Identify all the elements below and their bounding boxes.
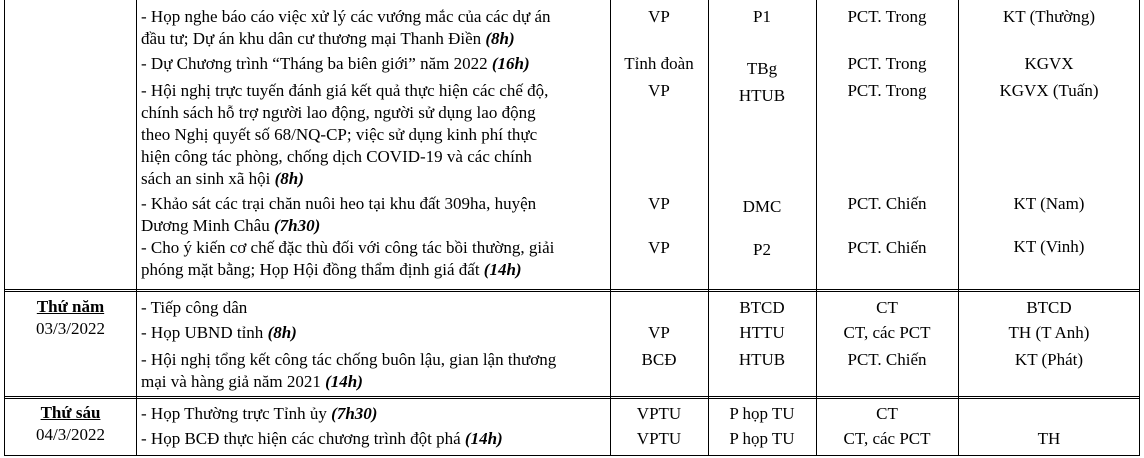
resp-cell: BTCD xyxy=(1026,298,1072,317)
place-cell: HTTU xyxy=(739,323,785,342)
grid-line xyxy=(4,398,1140,399)
unit-cell: VPTU xyxy=(636,429,682,448)
content-line: - Tiếp công dân xyxy=(141,298,248,317)
lead-cell: CT xyxy=(876,404,898,423)
day-label xyxy=(5,402,136,446)
resp-cell: KT (Phát) xyxy=(1014,350,1084,369)
place-cell: P1 xyxy=(753,7,771,26)
grid-line xyxy=(4,291,1140,292)
place-cell: P họp TU xyxy=(729,404,795,423)
resp-cell: KGVX xyxy=(1024,54,1074,73)
content-line: - Họp UBND tỉnh (8h) xyxy=(141,323,297,342)
place-cell: P2 xyxy=(753,240,771,259)
content-line: - Khảo sát các trại chăn nuôi heo tại khu đất 309ha, huyện xyxy=(141,194,537,213)
row-content xyxy=(136,428,610,450)
row-content xyxy=(136,6,610,50)
row-content xyxy=(136,193,610,237)
lead-cell: PCT. Chiến xyxy=(847,194,927,213)
time-label: (7h30) xyxy=(273,216,321,235)
lead-cell: PCT. Trong xyxy=(847,81,927,100)
lead-cell: PCT. Chiến xyxy=(847,350,927,369)
unit-cell: VP xyxy=(648,7,670,26)
unit-cell: VP xyxy=(648,238,670,257)
grid-line xyxy=(4,289,1140,290)
row-content xyxy=(136,297,610,319)
content-line: hiện công tác phòng, chống dịch COVID-19 và các chính xyxy=(141,147,532,166)
content-line: đầu tư; Dự án khu dân cư thương mại Thanh Điền (8h) xyxy=(141,29,515,48)
day-name: Thứ năm xyxy=(36,297,105,316)
lead-cell: PCT. Trong xyxy=(847,7,927,26)
resp-cell: KT (Vinh) xyxy=(1013,237,1085,256)
content-line: - Hội nghị trực tuyến đánh giá kết quả thực hiện các chế độ, xyxy=(141,81,549,100)
resp-cell: KT (Thường) xyxy=(1002,7,1095,26)
content-line: sách an sinh xã hội (8h) xyxy=(141,169,304,188)
row-content xyxy=(136,349,610,393)
day-date: 03/3/2022 xyxy=(36,319,105,338)
time-label: (14h) xyxy=(483,260,522,279)
time-label: (8h) xyxy=(267,323,297,342)
day-label xyxy=(5,296,136,340)
content-line: - Họp Thường trực Tỉnh ủy (7h30) xyxy=(141,404,378,423)
row-content xyxy=(136,80,610,190)
resp-cell: TH (T Anh) xyxy=(1008,323,1090,342)
row-content xyxy=(136,237,610,281)
content-line: - Cho ý kiến cơ chế đặc thù đối với công tác bồi thường, giải xyxy=(141,238,555,257)
content-line: - Hội nghị tổng kết công tác chống buôn lậu, gian lận thương xyxy=(141,350,557,369)
unit-cell: BCĐ xyxy=(641,350,677,369)
time-label: (7h30) xyxy=(331,404,378,423)
content-line: mại và hàng giả năm 2021 (14h) xyxy=(141,372,363,391)
unit-cell: VP xyxy=(648,81,670,100)
lead-cell: PCT. Chiến xyxy=(847,238,927,257)
place-cell: P họp TU xyxy=(729,429,795,448)
resp-cell: TH xyxy=(1037,429,1061,448)
unit-cell: VPTU xyxy=(636,404,682,423)
row-content xyxy=(136,322,610,344)
place-cell: BTCD xyxy=(739,298,785,317)
lead-cell: CT xyxy=(876,298,898,317)
content-line: chính sách hỗ trợ người lao động, người sử dụng lao động xyxy=(141,103,536,122)
unit-cell: VP xyxy=(648,323,670,342)
content-line: - Họp nghe báo cáo việc xử lý các vướng mắc của các dự án xyxy=(141,7,551,26)
place-cell: TBg xyxy=(746,59,778,78)
resp-cell: KGVX (Tuấn) xyxy=(999,81,1099,100)
day-name: Thứ sáu xyxy=(40,403,101,422)
lead-cell: PCT. Trong xyxy=(847,54,927,73)
grid-line xyxy=(4,455,1140,456)
content-line: - Họp BCĐ thực hiện các chương trình đột phá (14h) xyxy=(141,429,503,448)
content-line: phóng mặt bằng; Họp Hội đồng thẩm định giá đất (14h) xyxy=(141,260,522,279)
time-label: (14h) xyxy=(464,429,503,448)
lead-cell: CT, các PCT xyxy=(843,323,931,342)
time-label: (8h) xyxy=(274,169,304,188)
place-cell: DMC xyxy=(742,197,782,216)
content-line: - Dự Chương trình “Tháng ba biên giới” năm 2022 (16h) xyxy=(141,54,530,73)
place-cell: HTUB xyxy=(738,350,786,369)
row-content xyxy=(136,53,610,75)
grid-line xyxy=(4,0,5,456)
content-line: Dương Minh Châu (7h30) xyxy=(141,216,321,235)
lead-cell: CT, các PCT xyxy=(843,429,931,448)
grid-line xyxy=(4,396,1140,397)
place-cell: HTUB xyxy=(738,86,786,105)
row-content xyxy=(136,403,610,425)
content-line: theo Nghị quyết số 68/NQ-CP; việc sử dụng kinh phí thực xyxy=(141,125,538,144)
unit-cell: VP xyxy=(648,194,670,213)
time-label: (8h) xyxy=(485,29,515,48)
day-date: 04/3/2022 xyxy=(36,425,105,444)
unit-cell: Tỉnh đoàn xyxy=(624,54,694,73)
time-label: (16h) xyxy=(491,54,530,73)
resp-cell: KT (Nam) xyxy=(1013,194,1085,213)
time-label: (14h) xyxy=(325,372,363,391)
